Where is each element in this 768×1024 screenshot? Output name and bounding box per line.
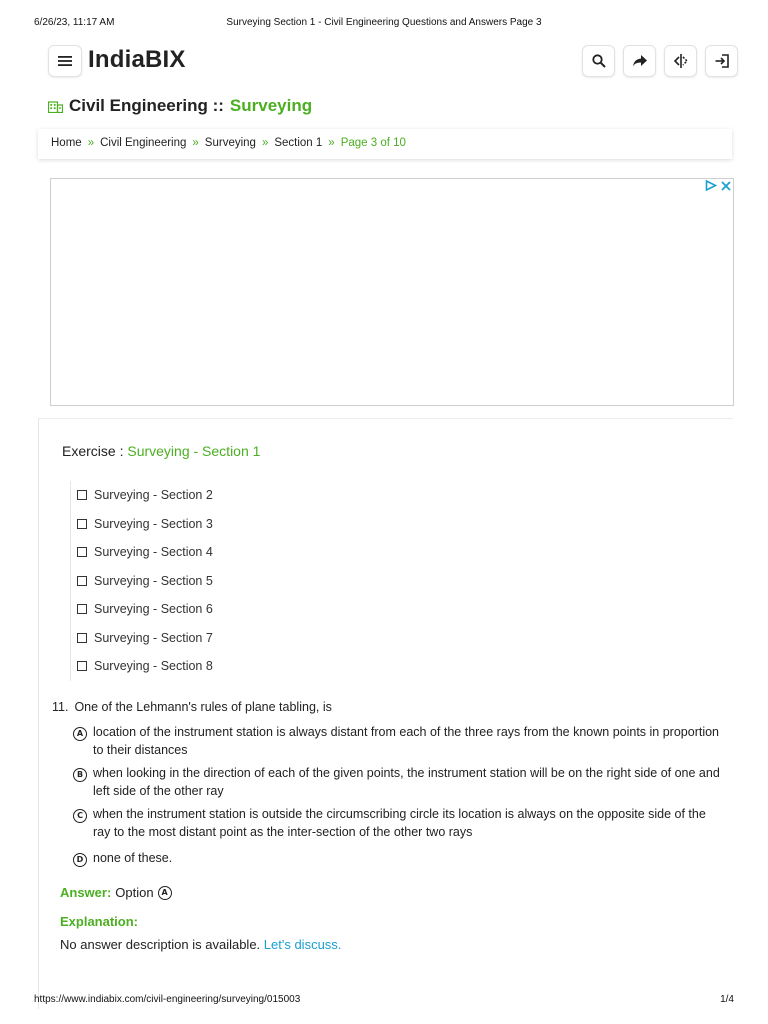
print-page-number: 1/4 (720, 994, 734, 1005)
question-block (52, 700, 732, 872)
option-b-icon[interactable]: B (73, 768, 87, 782)
exercise-title (62, 443, 260, 459)
print-url: https://www.indiabix.com/civil-engineering/surveying/015003 (34, 994, 301, 1005)
square-bullet-icon (77, 604, 87, 614)
explanation-label: Explanation: (60, 914, 139, 929)
share-button[interactable] (623, 45, 656, 77)
top-icons (582, 45, 738, 77)
breadcrumb-separator: » (87, 137, 95, 149)
page-title (48, 96, 312, 116)
compare-button[interactable] (664, 45, 697, 77)
option-b[interactable] (73, 764, 723, 800)
breadcrumb-section[interactable]: Section 1 (274, 137, 323, 149)
question-text (52, 700, 732, 714)
section-label: Surveying - Section 3 (94, 516, 213, 531)
section-label: Surveying - Section 8 (94, 659, 213, 674)
option-a[interactable] (73, 723, 723, 759)
square-bullet-icon (77, 661, 87, 671)
section-link[interactable] (77, 652, 213, 681)
breadcrumb-surveying[interactable]: Surveying (204, 137, 256, 149)
breadcrumb-home[interactable]: Home (51, 137, 82, 149)
print-footer (34, 994, 734, 1008)
print-header (34, 17, 734, 31)
menu-button[interactable] (48, 45, 82, 77)
square-bullet-icon (77, 633, 87, 643)
content-card (38, 418, 733, 1009)
site-logo[interactable]: IndiaBIX (88, 46, 186, 73)
option-text: when the instrument station is outside the circumscribing circle its location is always on the opposite side of the ray to the most distant point as the inter-section of the other two rays (93, 807, 706, 839)
building-icon (48, 99, 63, 113)
explanation-text (60, 937, 341, 952)
exercise-label: Exercise : (62, 443, 124, 459)
option-text: none of these. (93, 851, 173, 865)
login-button[interactable] (705, 45, 738, 77)
section-label: Surveying - Section 5 (94, 573, 213, 588)
compare-icon (673, 54, 689, 68)
breadcrumb-separator: » (261, 137, 269, 149)
breadcrumb-separator: » (328, 137, 335, 149)
option-text: location of the instrument station is always distant from each of the three rays from the known points in proportion to their distances (93, 725, 720, 757)
login-icon (715, 54, 729, 68)
top-bar (48, 43, 738, 79)
section-link[interactable] (77, 481, 213, 510)
ad-banner[interactable] (50, 178, 734, 406)
section-link[interactable] (77, 595, 213, 624)
option-c[interactable] (73, 805, 723, 841)
heading-category: Civil Engineering :: (69, 96, 224, 115)
answer-label: Answer: (60, 885, 112, 900)
section-link[interactable] (77, 624, 213, 653)
section-link[interactable] (77, 538, 213, 567)
answer-line (60, 885, 172, 900)
share-icon (633, 55, 647, 67)
option-d[interactable] (73, 849, 723, 867)
print-doc-title: Surveying Section 1 - Civil Engineering Questions and Answers Page 3 (226, 17, 542, 28)
options-list (73, 723, 732, 867)
section-label: Surveying - Section 2 (94, 488, 213, 503)
breadcrumb-separator: » (192, 137, 199, 149)
section-label: Surveying - Section 6 (94, 602, 213, 617)
option-text: when looking in the direction of each of the given points, the instrument station will be on the right side of one and left side of the other ray (93, 766, 720, 798)
option-c-icon[interactable]: C (73, 809, 87, 823)
answer-prefix: Option (115, 885, 154, 900)
ad-close-icon[interactable] (721, 181, 731, 191)
ad-choices-icon[interactable] (705, 180, 717, 191)
answer-option-icon: A (158, 886, 172, 900)
ad-marks (705, 180, 731, 191)
print-datetime: 6/26/23, 11:17 AM (34, 17, 115, 28)
breadcrumb-civil-engineering[interactable]: Civil Engineering (100, 137, 187, 149)
breadcrumb-bar (38, 129, 732, 159)
breadcrumb-current-page: Page 3 of 10 (340, 137, 406, 149)
square-bullet-icon (77, 490, 87, 500)
option-a-icon[interactable]: A (73, 727, 87, 741)
exercise-section: Surveying - Section 1 (127, 443, 261, 459)
breadcrumb (51, 137, 406, 149)
heading-topic: Surveying (229, 96, 313, 115)
option-d-icon[interactable]: D (73, 853, 87, 867)
question-stem: One of the Lehmann's rules of plane tabling, is (74, 700, 332, 714)
discuss-link[interactable]: Let's discuss. (263, 937, 342, 952)
square-bullet-icon (77, 519, 87, 529)
section-link[interactable] (77, 567, 213, 596)
square-bullet-icon (77, 576, 87, 586)
search-button[interactable] (582, 45, 615, 77)
question-number: 11. (52, 700, 69, 714)
section-label: Surveying - Section 7 (94, 630, 213, 645)
menu-icon (58, 55, 72, 67)
explanation-body: No answer description is available. (60, 937, 261, 952)
square-bullet-icon (77, 547, 87, 557)
section-link[interactable] (77, 510, 213, 539)
search-icon (592, 54, 606, 68)
section-list (70, 481, 213, 681)
section-label: Surveying - Section 4 (94, 545, 213, 560)
